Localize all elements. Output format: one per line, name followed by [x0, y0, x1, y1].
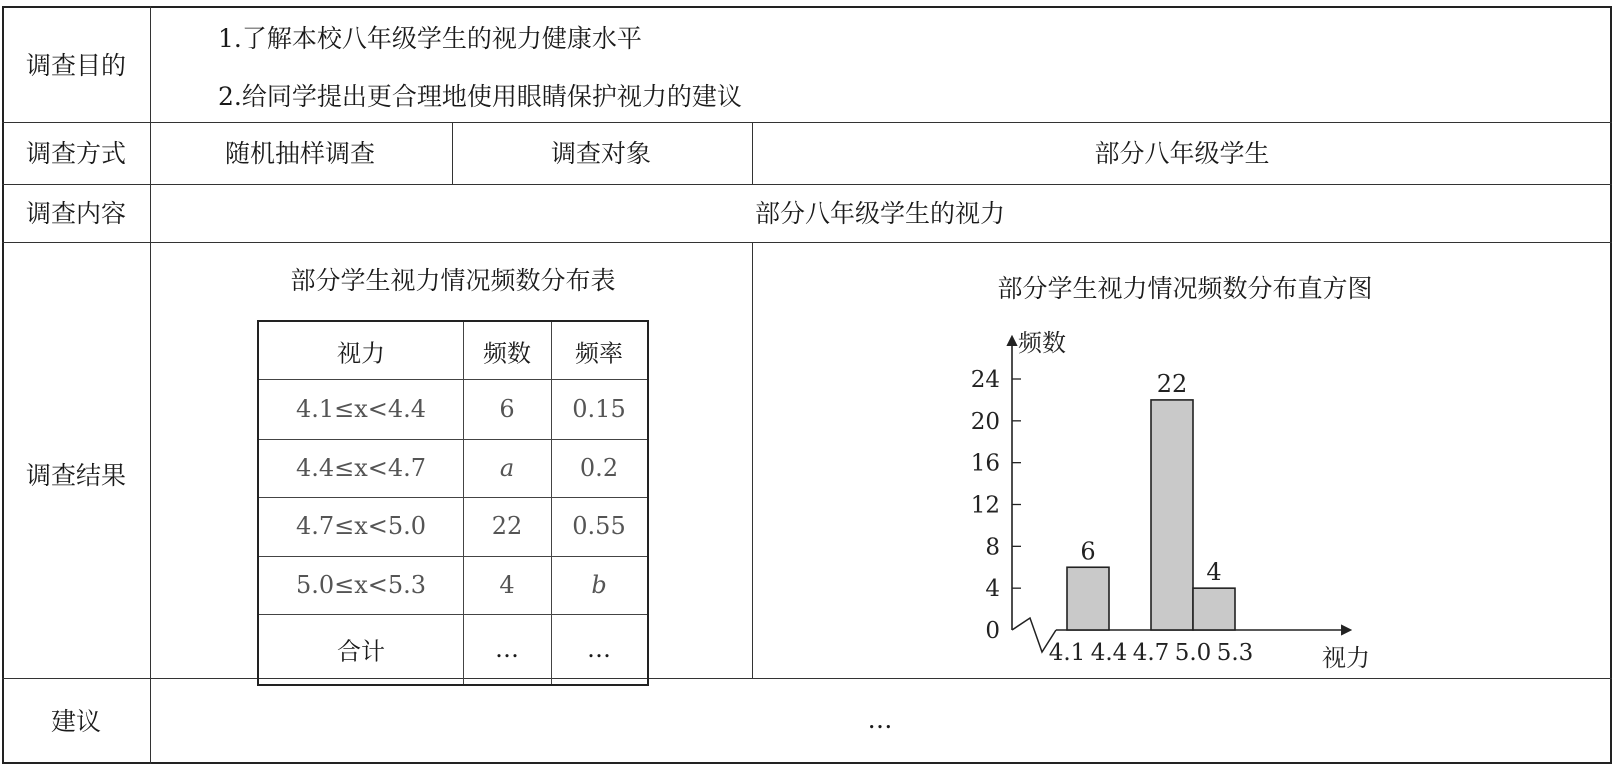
range-cell: 4.7≤x<5.0 [295, 512, 427, 540]
header-frequency: 频数 [483, 339, 531, 368]
method-value: 随机抽样调查 [224, 139, 376, 168]
total-label: 合计 [337, 637, 385, 666]
content-value: 部分八年级学生的视力 [754, 199, 1006, 228]
x-tick-label: 4.7 [1132, 640, 1170, 666]
content-label: 调查内容 [25, 199, 127, 228]
y-tick-label: 24 [970, 367, 1000, 393]
advice-label: 建议 [50, 707, 102, 736]
y-tick-label: 0 [985, 618, 1000, 644]
col-divider [551, 322, 552, 684]
method-label: 调查方式 [25, 139, 127, 168]
row-divider [2, 678, 1612, 679]
y-tick-label: 16 [970, 450, 1000, 477]
x-tick-label: 4.4 [1090, 640, 1128, 666]
row-divider [2, 184, 1612, 185]
object-divider [752, 122, 753, 184]
x-tick-label: 4.1 [1048, 640, 1086, 666]
method-divider [452, 122, 453, 184]
total-rate: … [587, 635, 611, 663]
freq-row-divider [259, 497, 647, 498]
freq-row-divider [259, 556, 647, 557]
total-frequency: … [495, 635, 519, 663]
frequency-cell: 6 [499, 395, 515, 423]
rate-cell: 0.2 [579, 454, 619, 482]
survey-table [2, 6, 1612, 764]
row-divider [2, 122, 1612, 123]
freq-row-divider [259, 379, 647, 380]
range-cell: 5.0≤x<5.3 [295, 571, 427, 599]
purpose-line-2: 2.给同学提出更合理地使用眼睛保护视力的建议 [218, 82, 742, 111]
header-rate: 频率 [575, 339, 623, 368]
range-cell: 4.1≤x<4.4 [295, 395, 427, 423]
bar-value-label: 4 [1206, 558, 1222, 587]
advice-value: … [867, 705, 893, 734]
y-tick-label: 20 [970, 408, 1000, 435]
freq-table-title: 部分学生视力情况频数分布表 [290, 266, 616, 295]
purpose-label: 调查目的 [25, 51, 127, 80]
frequency-cell: a [499, 454, 515, 482]
frequency-cell: 22 [491, 512, 523, 540]
purpose-line-1: 1.了解本校八年级学生的视力健康水平 [218, 24, 642, 53]
freq-row-divider [259, 614, 647, 615]
header-vision: 视力 [337, 339, 385, 368]
range-cell: 4.4≤x<4.7 [295, 454, 427, 482]
y-axis-label: 频数 [1018, 329, 1066, 357]
x-tick-label: 5.3 [1216, 640, 1254, 666]
rate-cell: 0.15 [572, 395, 626, 423]
bar-value-label: 6 [1080, 537, 1096, 566]
y-tick-label: 12 [970, 492, 1000, 519]
frequency-cell: 4 [499, 571, 515, 599]
object-value: 部分八年级学生 [1094, 139, 1270, 168]
rate-cell: 0.55 [572, 512, 626, 540]
chart-title: 部分学生视力情况频数分布直方图 [997, 274, 1373, 303]
col-divider [463, 322, 464, 684]
freq-row-divider [259, 439, 647, 440]
label-column-divider [150, 6, 151, 764]
y-tick-label: 8 [985, 534, 1000, 561]
freq-table [257, 320, 649, 686]
result-divider [752, 242, 753, 678]
rate-cell: b [591, 571, 607, 599]
row-divider [2, 242, 1612, 243]
result-label: 调查结果 [25, 461, 127, 490]
object-label: 调查对象 [550, 139, 652, 168]
bar-value-label: 22 [1156, 369, 1188, 398]
y-tick-label: 4 [985, 576, 1000, 603]
x-tick-label: 5.0 [1174, 640, 1212, 666]
x-axis-label: 视力 [1322, 644, 1370, 672]
